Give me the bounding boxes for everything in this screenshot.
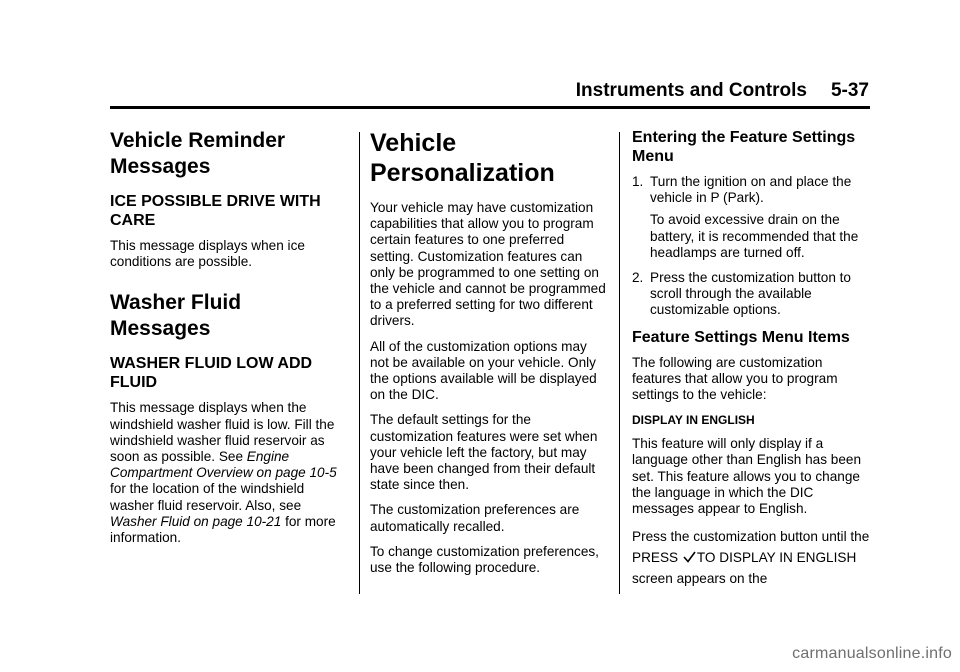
paragraph-personalization-5: To change customization preferences, use the following procedure.	[370, 543, 599, 576]
paragraph-press-button	[632, 526, 870, 589]
step-text: Turn the ignition on and place the vehicle in P (Park).	[650, 174, 852, 206]
column-divider-2	[619, 132, 620, 594]
step-number: 1.	[632, 174, 644, 189]
header-rule	[110, 106, 870, 109]
heading-vehicle-reminder-messages: Vehicle Reminder Messages	[110, 129, 286, 178]
paragraph-personalization-3: The default settings for the customization features were set when your vehicle left the factory, but may have been changed from their default state since then.	[370, 412, 598, 493]
press-text-2: TO DISPLAY IN ENGLISH screen appears on the	[632, 550, 857, 587]
step-number: 2.	[632, 270, 644, 286]
paragraph-ice: This message displays when ice conditions are possible.	[110, 238, 305, 270]
list-item	[632, 270, 870, 319]
step-text: Press the customization button to scroll through the available customizable options.	[650, 270, 851, 318]
heading-washer-fluid-low: WASHER FLUID LOW ADD FLUID	[110, 355, 313, 392]
page-number: 5-37	[830, 80, 869, 101]
paragraph-items-intro: The following are customization features that allow you to program settings to the vehicle:	[632, 354, 838, 403]
washer-text-2: for the location of the windshield washer fluid reservoir. Also, see	[110, 481, 305, 513]
link-engine-compartment[interactable]: Engine Compartment Overview on page 10-5	[110, 449, 337, 481]
heading-vehicle-personalization: Vehicle Personalization	[370, 129, 555, 187]
column-1	[110, 128, 346, 555]
column-2	[370, 128, 608, 585]
heading-display-in-english: DISPLAY IN ENGLISH	[632, 413, 755, 428]
heading-feature-settings-menu-items: Feature Settings Menu Items	[632, 328, 850, 346]
column-3	[632, 128, 870, 598]
section-title: Instruments and Controls	[575, 80, 807, 101]
link-washer-fluid[interactable]: Washer Fluid on page 10-21	[110, 513, 282, 529]
paragraph-washer-fluid	[110, 400, 346, 546]
press-text-1: Press the customization button until the PRESS	[632, 529, 870, 566]
paragraph-display-in-english: This feature will only display if a language other than English has been set. This feature allows you to change the language in which the DIC messages appear to English.	[632, 436, 862, 517]
procedure-list	[632, 174, 870, 319]
paragraph-personalization-4: The customization preferences are automatically recalled.	[370, 502, 580, 534]
heading-washer-fluid-messages: Washer Fluid Messages	[110, 291, 242, 341]
watermark: carmanualsonline.info	[792, 645, 952, 662]
list-item	[632, 174, 870, 261]
step-subtext: To avoid excessive drain on the battery, it is recommended that the headlamps are turned off.	[650, 212, 859, 260]
heading-ice-possible: ICE POSSIBLE DRIVE WITH CARE	[110, 193, 321, 229]
washer-text-1: This message displays when the windshield washer fluid is low. Fill the windshield washer fluid reservoir as soon as possible. See	[110, 400, 335, 465]
column-divider-1	[359, 132, 360, 594]
paragraph-personalization-1: Your vehicle may have customization capabilities that allow you to program certain features to one preferred setting. Customization features can only be programmed to one setting on the vehicle and cannot be programmed to a preferred setting for two different drivers.	[370, 200, 606, 329]
page-header	[0, 80, 869, 102]
checkmark-icon	[683, 551, 696, 563]
heading-entering-feature-settings: Entering the Feature Settings Menu	[632, 129, 856, 165]
washer-text-3: for more information.	[110, 513, 336, 546]
paragraph-personalization-2: All of the customization options may not be available on your vehicle. Only the options available will be displayed on the DIC.	[370, 338, 597, 403]
